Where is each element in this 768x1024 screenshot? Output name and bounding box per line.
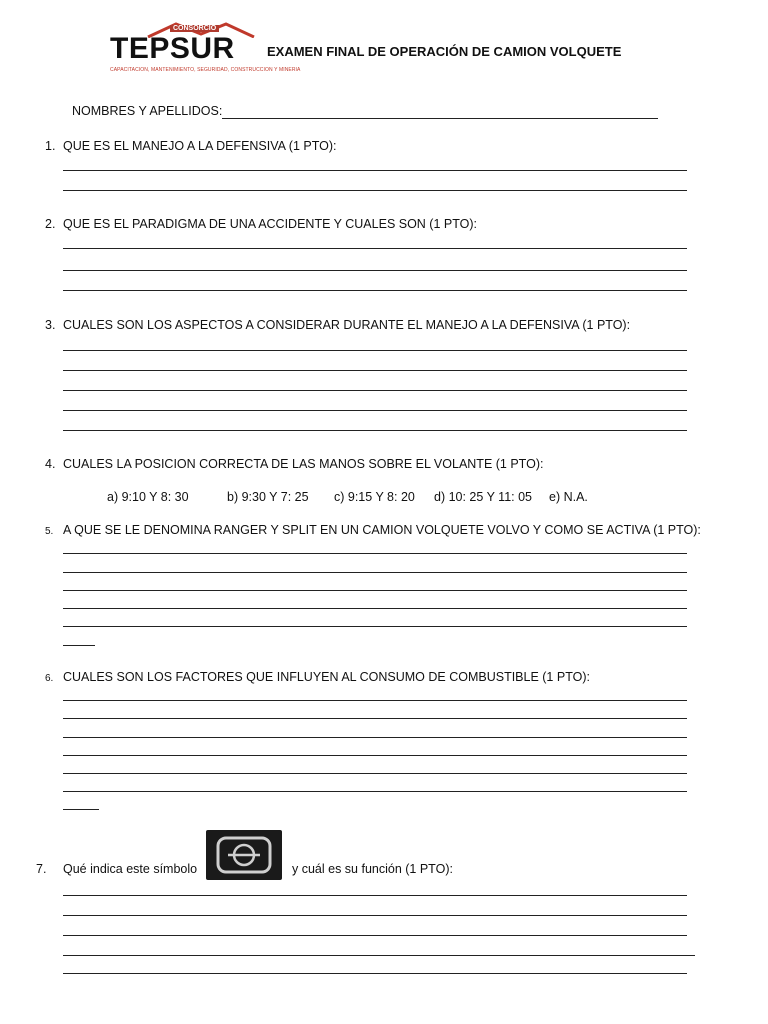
answer-line[interactable] [63,170,687,171]
answer-line[interactable] [63,248,687,249]
answer-line[interactable] [63,430,687,431]
option-a[interactable]: a) 9:10 Y 8: 30 [107,490,189,504]
dashboard-symbol-icon [206,830,282,880]
question-text-after: y cuál es su función (1 PTO): [292,862,453,876]
option-b[interactable]: b) 9:30 Y 7: 25 [227,490,309,504]
answer-line[interactable] [63,370,687,371]
answer-line[interactable] [63,290,687,291]
answer-line[interactable] [63,755,687,756]
answer-line[interactable] [63,608,687,609]
answer-line[interactable] [63,572,687,573]
question-number: 6. [45,673,54,684]
name-field[interactable] [222,118,658,119]
answer-line[interactable] [63,190,687,191]
logo-brand: TEPSUR [110,32,235,65]
question-text: QUE ES EL MANEJO A LA DEFENSIVA (1 PTO): [63,139,337,153]
page-title: EXAMEN FINAL DE OPERACIÓN DE CAMION VOLQUETE [267,44,622,59]
answer-line[interactable] [63,626,687,627]
logo-subtitle: CAPACITACION, MANTENIMIENTO, SEGURIDAD, CONSTRUCCION Y MINERIA [110,67,301,73]
answer-line[interactable] [63,973,687,974]
answer-line[interactable] [63,809,99,810]
answer-line[interactable] [63,270,687,271]
answer-line[interactable] [63,590,687,591]
question-number: 1. [45,139,56,153]
question-text-before: Qué indica este símbolo [63,862,198,876]
option-c[interactable]: c) 9:15 Y 8: 20 [334,490,415,504]
question-number: 7. [36,862,47,876]
logo-tag: CONSORCIO [170,25,219,32]
answer-line[interactable] [63,773,687,774]
question-text: QUE ES EL PARADIGMA DE UNA ACCIDENTE Y CUALES SON (1 PTO): [63,217,478,231]
question-number: 4. [45,457,56,471]
name-label: NOMBRES Y APELLIDOS: [72,104,223,118]
answer-line[interactable] [63,390,687,391]
question-text: CUALES LA POSICION CORRECTA DE LAS MANOS SOBRE EL VOLANTE (1 PTO): [63,457,544,471]
question-number: 5. [45,526,54,537]
answer-line[interactable] [63,553,687,554]
answer-line[interactable] [63,737,687,738]
option-e[interactable]: e) N.A. [549,490,588,504]
answer-line[interactable] [63,791,687,792]
answer-line[interactable] [63,955,695,956]
answer-line[interactable] [63,915,687,916]
answer-line[interactable] [63,935,687,936]
answer-line[interactable] [63,718,687,719]
answer-line[interactable] [63,700,687,701]
answer-line[interactable] [63,350,687,351]
answer-line[interactable] [63,645,95,646]
answer-line[interactable] [63,895,687,896]
answer-line[interactable] [63,410,687,411]
option-d[interactable]: d) 10: 25 Y 11: 05 [434,490,532,504]
question-text: CUALES SON LOS ASPECTOS A CONSIDERAR DURANTE EL MANEJO A LA DEFENSIVA (1 PTO): [63,318,631,332]
question-number: 3. [45,318,56,332]
question-text: CUALES SON LOS FACTORES QUE INFLUYEN AL CONSUMO DE COMBUSTIBLE (1 PTO): [63,670,590,684]
question-text: A QUE SE LE DENOMINA RANGER Y SPLIT EN UN CAMION VOLQUETE VOLVO Y COMO SE ACTIVA (1 PTO): [63,523,701,537]
question-number: 2. [45,217,56,231]
